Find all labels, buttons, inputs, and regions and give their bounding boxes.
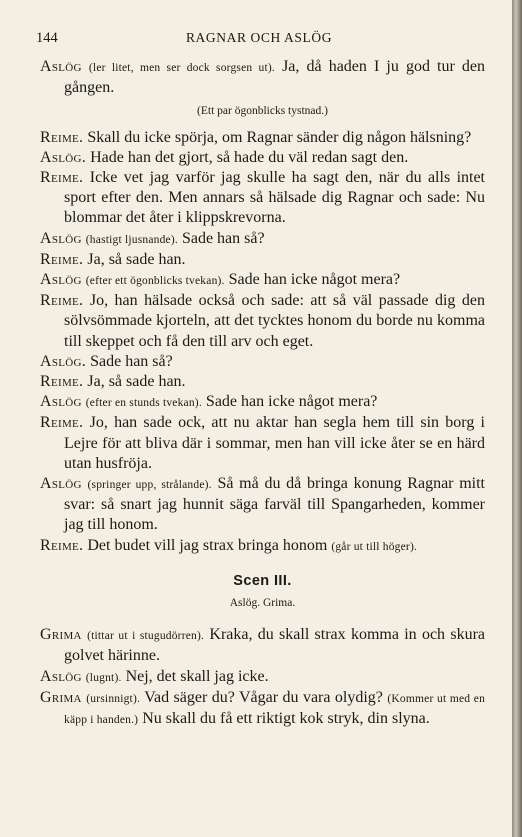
dialogue-line bbox=[40, 667, 485, 688]
dialogue-text: Ja, då haden I ju god tur den gången. bbox=[64, 58, 486, 97]
dialogue-text: Sade han så? bbox=[181, 229, 265, 247]
speaker-name: Aslög. bbox=[40, 352, 87, 370]
dialogue-line bbox=[40, 392, 485, 413]
speaker-name: Reime. bbox=[40, 128, 84, 146]
scene-characters: Aslög. Grima. bbox=[229, 597, 296, 610]
dialogue-text: Icke vet jag varför jag skulle ha sagt den, när du alls intet sport efter den. Men annars så hälsade dig Ragnar och sade: Nu blommar det åter i klippskrevorna. bbox=[64, 169, 486, 227]
page-number: 144 bbox=[36, 30, 58, 46]
dialogue-text: Så må du då bringa konung Ragnar mitt svar: så snart jag hunnit säga farväl till Spangarheden, kommer jag till honom. bbox=[64, 475, 485, 534]
speaker-name: Aslög bbox=[40, 475, 82, 493]
dialogue-text: Jo, han hälsade också och sade: att så väl passade dig den sölvsömmade kjorteln, att det tycktes honom du borde nu komma till skeppet och få den till arv och eget. bbox=[64, 292, 485, 350]
dialogue-line bbox=[40, 474, 485, 536]
page-edge-shadow bbox=[512, 0, 522, 837]
speaker-name: Reime. bbox=[40, 250, 84, 268]
dialogue-line bbox=[40, 229, 485, 250]
speaker-name: Reime. bbox=[40, 169, 84, 187]
running-title: RAGNAR OCH ASLÖG bbox=[185, 30, 333, 45]
dialogue-line bbox=[40, 57, 486, 98]
speaker-name: Grima bbox=[40, 688, 82, 706]
stage-direction: (Kommer ut med en käpp i handen.) bbox=[64, 692, 486, 727]
speaker-name: Reime. bbox=[40, 373, 84, 391]
dialogue-line bbox=[40, 372, 485, 392]
dialogue-line bbox=[40, 148, 485, 168]
stage-direction: (går ut till höger). bbox=[331, 540, 418, 553]
standalone-stage-direction: (Ett par ögonblicks tystnad.) bbox=[197, 105, 328, 118]
dialogue-line bbox=[40, 128, 485, 148]
stage-direction: (ler litet, men ser dock sorgsen ut). bbox=[88, 62, 275, 74]
dialogue-line bbox=[40, 250, 485, 270]
stage-direction: (ursinnigt). bbox=[86, 692, 141, 705]
dialogue-line bbox=[40, 413, 486, 474]
page-header bbox=[36, 30, 482, 50]
stage-direction: (lugnt). bbox=[85, 671, 122, 684]
dialogue-line bbox=[40, 270, 485, 291]
dialogue-text: Sade han så? bbox=[90, 352, 173, 370]
dialogue-line bbox=[40, 688, 486, 730]
speaker-name: Reime. bbox=[40, 536, 84, 554]
dialogue-line bbox=[40, 352, 485, 372]
dialogue-text: Vad säger du? Vågar du vara olydig? bbox=[144, 688, 383, 706]
speaker-name: Aslög bbox=[40, 393, 82, 411]
dialogue-line bbox=[40, 168, 486, 229]
speaker-name: Aslög bbox=[40, 667, 82, 685]
scene-heading: Scen III. bbox=[233, 572, 292, 589]
dialogue-text: Sade han icke något mera? bbox=[228, 271, 401, 289]
dialogue-text: Nu skall du få ett riktigt kok stryk, din slyna. bbox=[142, 710, 430, 728]
dialogue-text: Ja, så sade han. bbox=[87, 250, 186, 268]
stage-direction: (efter en stunds tvekan). bbox=[85, 397, 202, 410]
speaker-name: Reime. bbox=[40, 414, 84, 432]
dialogue-text: Jo, han sade ock, att nu aktar han segla hem till sin borg i Lejre för att bliva där i sommar, men han vill icke åter se en härd utan husfröja. bbox=[64, 414, 486, 472]
speaker-name: Reime. bbox=[40, 292, 84, 310]
dialogue-line bbox=[40, 625, 486, 666]
speaker-name: Aslög bbox=[40, 58, 82, 75]
dialogue-text: Nej, det skall jag icke. bbox=[125, 667, 269, 685]
speaker-name: Aslög bbox=[40, 229, 82, 247]
dialogue-text: Hade han det gjort, så hade du väl redan sagt den. bbox=[90, 148, 409, 166]
play-text bbox=[40, 57, 485, 730]
stage-direction: (tittar ut i stugudörren). bbox=[87, 630, 205, 643]
stage-direction: (hastigt ljusnande). bbox=[85, 233, 178, 246]
stage-direction: (springer upp, strålande). bbox=[87, 479, 212, 492]
dialogue-line bbox=[40, 291, 485, 352]
dialogue-text: Skall du icke spörja, om Ragnar sänder dig någon hälsning? bbox=[87, 128, 472, 146]
dialogue-text: Kraka, du skall strax komma in och skura golvet härinne. bbox=[64, 626, 486, 665]
speaker-name: Grima bbox=[40, 626, 82, 644]
dialogue-line bbox=[40, 536, 485, 557]
dialogue-text: Sade han icke något mera? bbox=[205, 393, 378, 411]
dialogue-text: Det budet vill jag strax bringa honom bbox=[87, 536, 328, 554]
dialogue-text: Ja, så sade han. bbox=[87, 373, 186, 391]
speaker-name: Aslög bbox=[40, 271, 82, 289]
stage-direction: (efter ett ögonblicks tvekan). bbox=[85, 275, 225, 288]
speaker-name: Aslög. bbox=[40, 148, 87, 166]
